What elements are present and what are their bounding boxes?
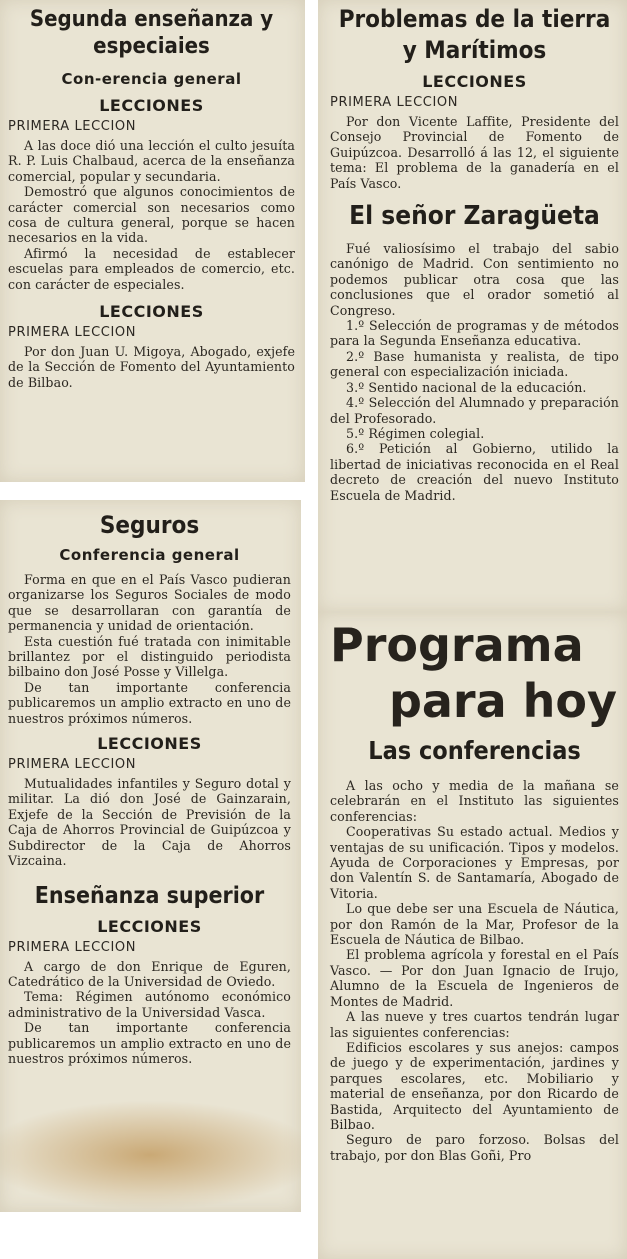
clipping-title: Problemas de la tierra y Marítimos xyxy=(338,5,611,64)
list-item: 6.º Petición al Gobierno, utilido la libertad de iniciativas reconocida en el Real decreto de creación del nuevo Instituto Escuela de Madrid. xyxy=(330,441,619,503)
section-title: Enseñanza superior xyxy=(34,882,265,909)
clipping-title: Seguros xyxy=(99,511,200,539)
list-item: 2.º Base humanista y realista, de tipo general con especialización iniciada. xyxy=(330,348,619,380)
lesson-label: PRIMERA LECCION xyxy=(8,757,137,773)
paragraph: Esta cuestión fué tratada con inimitable brillantez por el distinguido periodista bilbaino don José Posse y Villelga. xyxy=(8,633,291,680)
paragraph: De tan importante conferencia publicaremos un amplio extracto en uno de nuestros próximos números. xyxy=(8,679,291,726)
lesson-label: PRIMERA LECCION xyxy=(8,119,137,134)
section-title: El señor Zaragüeta xyxy=(349,201,600,232)
section-title: Las conferencias xyxy=(368,736,581,765)
section-heading: LECCIONES xyxy=(97,916,202,936)
section-heading: LECCIONES xyxy=(422,72,527,91)
lesson-label: PRIMERA LECCION xyxy=(330,95,459,110)
clipping-title: Segunda enseñanza y especiaies xyxy=(29,7,274,59)
paragraph: Mutualidades infantiles y Seguro dotal y militar. La dió don José de Gainzarain, Exjefe de la Sección de Previsión de la Caja de Ahorros Provincial de Guipúzcoa y Subdirector de la Caja de Ahorros Vizcaina. xyxy=(8,776,291,869)
clipping-seguros xyxy=(0,500,301,1212)
section-heading: LECCIONES xyxy=(99,96,204,115)
paragraph: Seguro de paro forzoso. Bolsas del trabajo, por don Blas Goñi, Pro xyxy=(330,1132,619,1163)
paragraph: El problema agrícola y forestal en el País Vasco. — Por don Juan Ignacio de Irujo, Alumno de la Escuela de Ingenieros de Montes de Madrid. xyxy=(330,947,619,1009)
paragraph: De tan importante conferencia publicaremos un amplio extracto en uno de nuestros próximos números. xyxy=(8,1020,291,1066)
paragraph: Por don Juan U. Migoya, Abogado, exjefe de la Sección de Fomento del Ayuntamiento de Bilbao. xyxy=(8,344,295,390)
paragraph: A las ocho y media de la mañana se celebrarán en el Instituto las siguientes conferencias: xyxy=(330,778,619,824)
list-item: 5.º Régimen colegial. xyxy=(346,425,485,441)
paragraph: Afirmó la necesidad de establecer escuelas para empleados de comercio, etc. con carácter de especiales. xyxy=(8,245,295,292)
lesson-label: PRIMERA LECCION xyxy=(8,325,137,341)
clipping-problemas-tierra xyxy=(318,0,627,612)
clipping-segunda-ensenanza xyxy=(0,0,305,482)
headline: para hoy xyxy=(388,674,617,728)
clipping-programa xyxy=(318,612,627,1259)
clipping-subtitle: Con-erencia general xyxy=(61,70,242,88)
paragraph: Demostró que algunos conocimientos de carácter comercial son necesarios como cosa de cultura general, porque se hacen necesarios en la vida. xyxy=(8,184,295,246)
lesson-label: PRIMERA LECCION xyxy=(8,939,137,955)
list-item: 1.º Selección de programas y de métodos para la Segunda Enseñanza educativa. xyxy=(330,318,619,349)
paragraph: Por don Vicente Laffite, Presidente del Consejo Provincial de Fomento de Guipúzcoa. Desarrolló á las 12, el siguiente tema: El problema de la ganadería en el País Vasco. xyxy=(330,114,619,191)
section-heading: LECCIONES xyxy=(97,734,202,754)
paragraph: Edificios escolares y sus anejos: campos de juego y de experimentación, jardines y parques escolares, etc. Mobiliario y material de enseñanza, por don Ricardo de Bastida, Arquitecto del Ayuntamiento de Bilbao. xyxy=(330,1039,619,1132)
clipping-subtitle: Conferencia general xyxy=(59,546,240,564)
paragraph: Fué valiosísimo el trabajo del sabio canónigo de Madrid. Con sentimiento no podemos publicar otra cosa que las conclusiones que el orador sometió al Congreso. xyxy=(330,241,619,318)
water-stain xyxy=(0,1100,301,1210)
paragraph: A las doce dió una lección el culto jesuíta R. P. Luis Chalbaud, acerca de la enseñanza comercial, popular y secundaria. xyxy=(8,138,295,184)
paragraph: Forma en que en el País Vasco pudieran organizarse los Seguros Sociales de modo que se desarrollaran con garantía de permanencia y unidad de orientación. xyxy=(8,572,291,634)
paragraph: A cargo de don Enrique de Eguren, Catedrático de la Universidad de Oviedo. xyxy=(8,958,291,989)
paragraph: A las nueve y tres cuartos tendrán lugar las siguientes conferencias: xyxy=(330,1009,619,1040)
list-item: 4.º Selección del Alumnado y preparación del Profesorado. xyxy=(330,395,619,426)
headline: Programa xyxy=(330,618,584,672)
paragraph: Cooperativas Su estado actual. Medios y ventajas de su unificación. Tipos y modelos. Ayuda de Corporaciones y Empresas, por don Valentín S. de Santamaría, Abogado de Vitoria. xyxy=(330,824,619,901)
paragraph: Tema: Régimen autónomo económico administrativo de la Universidad Vasca. xyxy=(8,989,291,1020)
list-item: 3.º Sentido nacional de la educación. xyxy=(346,379,587,395)
paragraph: Lo que debe ser una Escuela de Náutica, por don Ramón de la Mar, Profesor de la Escuela de Náutica de Bilbao. xyxy=(330,901,619,948)
section-heading: LECCIONES xyxy=(99,302,204,322)
